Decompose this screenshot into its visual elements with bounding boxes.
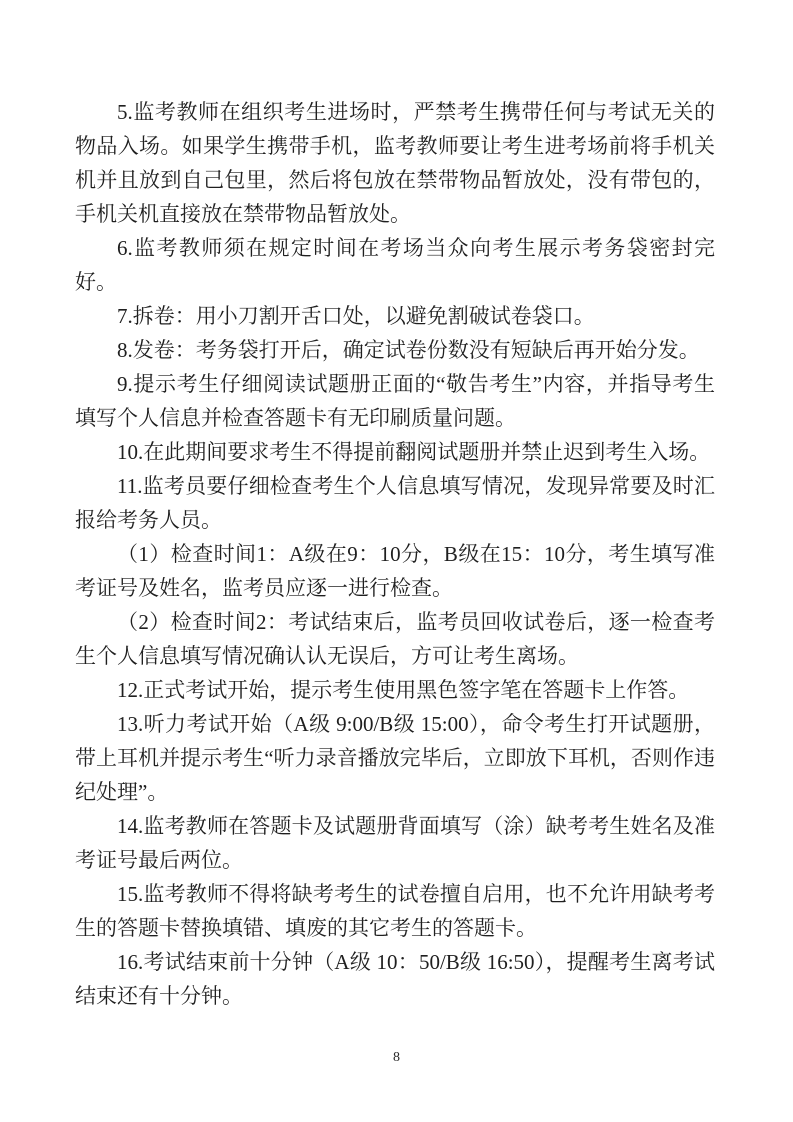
paragraph-item-11: 11.监考员要仔细检查考生个人信息填写情况，发现异常要及时汇报给考务人员。 bbox=[75, 474, 715, 532]
page-number: 8 bbox=[393, 1050, 400, 1065]
paragraph-item-8: 8.发卷：考务袋打开后，确定试卷份数没有短缺后再开始分发。 bbox=[117, 338, 700, 362]
paragraph-item-10: 10.在此期间要求考生不得提前翻阅试题册并禁止迟到考生入场。 bbox=[117, 440, 711, 464]
paragraph-item-9: 9.提示考生仔细阅读试题册正面的“敬告考生”内容，并指导考生填写个人信息并检查答题卡有无印刷质量问题。 bbox=[75, 372, 715, 430]
paragraph-item-7: 7.拆卷：用小刀割开舌口处，以避免割破试卷袋口。 bbox=[117, 304, 595, 328]
document-body bbox=[75, 95, 715, 1013]
paragraph-item-12: 12.正式考试开始，提示考生使用黑色签字笔在答题卡上作答。 bbox=[117, 678, 690, 702]
paragraph-item-5: 5.监考教师在组织考生进场时，严禁考生携带任何与考试无关的物品入场。如果学生携带手机，监考教师要让考生进考场前将手机关机并且放到自己包里，然后将包放在禁带物品暂放处，没有带包的，手机关机直接放在禁带物品暂放处。 bbox=[75, 100, 715, 226]
paragraph-item-16: 16.考试结束前十分钟（A级 10：50/B级 16:50），提醒考生离考试结束还有十分钟。 bbox=[75, 950, 715, 1008]
paragraph-item-15: 15.监考教师不得将缺考考生的试卷擅自启用，也不允许用缺考考生的答题卡替换填错、填废的其它考生的答题卡。 bbox=[75, 882, 715, 940]
paragraph-item-11-2: （2）检查时间2：考试结束后，监考员回收试卷后，逐一检查考生个人信息填写情况确认认无误后，方可让考生离场。 bbox=[75, 610, 715, 668]
paragraph-item-14: 14.监考教师在答题卡及试题册背面填写（涂）缺考考生姓名及准考证号最后两位。 bbox=[75, 814, 715, 872]
paragraph-item-11-1: （1）检查时间1：A级在9：10分，B级在15：10分，考生填写准考证号及姓名，监考员应逐一进行检查。 bbox=[75, 542, 715, 600]
paragraph-item-6: 6.监考教师须在规定时间在考场当众向考生展示考务袋密封完好。 bbox=[75, 236, 715, 294]
paragraph-item-13: 13.听力考试开始（A级 9:00/B级 15:00），命令考生打开试题册，带上耳机并提示考生“听力录音播放完毕后，立即放下耳机，否则作违纪处理”。 bbox=[75, 712, 715, 804]
